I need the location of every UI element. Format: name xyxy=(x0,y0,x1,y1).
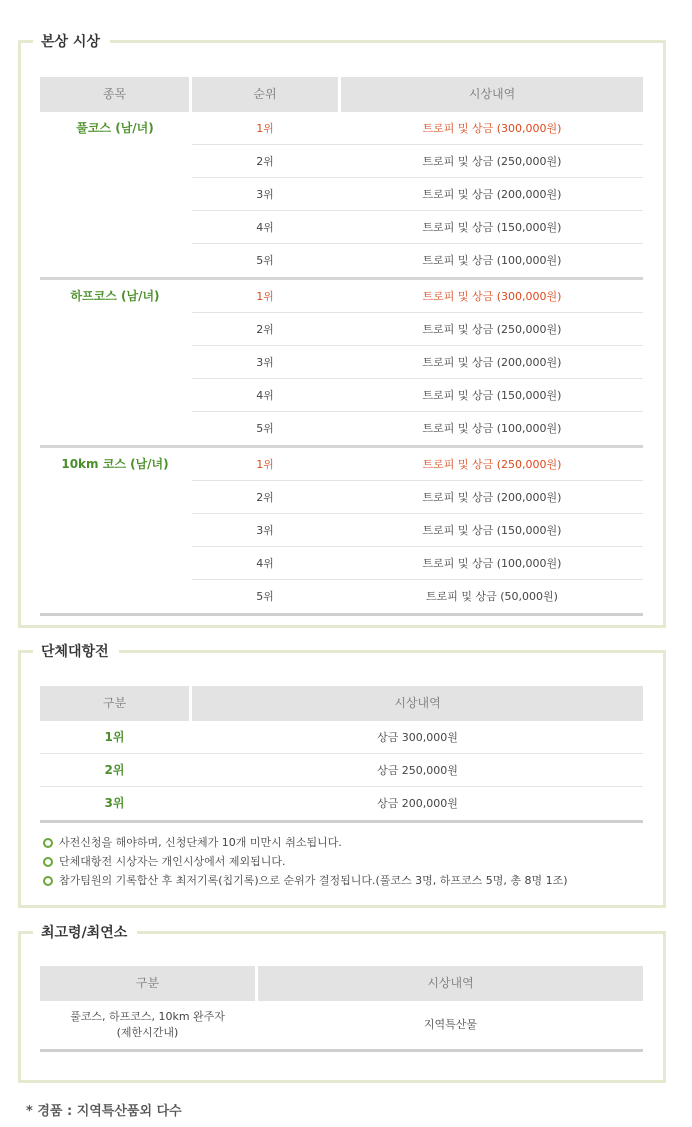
category-line-1: 풀코스, 하프코스, 10km 완주자 xyxy=(70,1010,225,1023)
rank-cell: 2위 xyxy=(256,323,274,336)
table-row xyxy=(40,754,643,787)
table-row xyxy=(40,514,643,547)
prize-cell: 트로피 및 상금 (300,000원) xyxy=(422,122,562,135)
prize-cell: 트로피 및 상금 (200,000원) xyxy=(422,491,562,504)
table-row xyxy=(40,580,643,613)
team-prize: 상금 200,000원 xyxy=(377,797,458,810)
rank-cell: 5위 xyxy=(256,254,274,267)
table-row xyxy=(40,346,643,379)
rank-cell: 3위 xyxy=(256,356,274,369)
team-section xyxy=(18,644,666,908)
header-division: 구분 xyxy=(40,686,189,721)
oldest-youngest-section xyxy=(18,925,666,1083)
award-section-title: 본상 시상 xyxy=(33,31,110,53)
prize-cell: 트로피 및 상금 (150,000원) xyxy=(422,389,562,402)
award-section xyxy=(18,34,666,628)
prize-cell: 트로피 및 상금 (100,000원) xyxy=(422,254,562,267)
team-notes xyxy=(43,833,568,890)
rank-cell: 4위 xyxy=(256,389,274,402)
list-item xyxy=(43,833,568,852)
header-division: 구분 xyxy=(40,966,255,1001)
team-prize: 상금 250,000원 xyxy=(377,764,458,777)
prize-cell: 트로피 및 상금 (250,000원) xyxy=(422,323,562,336)
table-row xyxy=(40,412,643,445)
list-item xyxy=(43,871,568,890)
award-table-header xyxy=(40,77,643,112)
rank-cell: 5위 xyxy=(256,422,274,435)
table-row xyxy=(40,112,643,145)
header-prize: 시상내역 xyxy=(192,686,643,721)
footnote: * 경품 : 지역특산품외 다수 xyxy=(26,1104,182,1119)
prize-cell: 트로피 및 상금 (100,000원) xyxy=(422,557,562,570)
table-row xyxy=(40,721,643,754)
prize-cell: 트로피 및 상금 (300,000원) xyxy=(422,290,562,303)
group-name: 풀코스 (남/녀) xyxy=(76,121,154,135)
rank-cell: 4위 xyxy=(256,221,274,234)
table-row xyxy=(40,178,643,211)
table-row xyxy=(40,1001,643,1049)
table-row xyxy=(40,547,643,580)
group-name: 10km 코스 (남/녀) xyxy=(61,457,169,471)
rank-cell: 3위 xyxy=(256,524,274,537)
oldest-section-title: 최고령/최연소 xyxy=(33,922,137,944)
award-group xyxy=(40,280,643,445)
rank-cell: 3위 xyxy=(256,188,274,201)
note-text: 참가팀원의 기록합산 후 최저기록(칩기록)으로 순위가 결정됩니다.(풀코스 3명, 하프코스 5명, 총 8명 1조) xyxy=(59,874,568,887)
rank-cell: 5위 xyxy=(256,590,274,603)
header-prize: 시상내역 xyxy=(341,77,643,112)
oldest-table xyxy=(40,966,643,1052)
team-rank: 3위 xyxy=(104,796,125,810)
team-table xyxy=(40,686,643,823)
circle-bullet-icon xyxy=(43,876,53,886)
table-row xyxy=(40,481,643,514)
oldest-table-header xyxy=(40,966,643,1001)
prize-cell: 트로피 및 상금 (100,000원) xyxy=(422,422,562,435)
prize-cell: 트로피 및 상금 (150,000원) xyxy=(422,221,562,234)
table-row xyxy=(40,313,643,346)
team-table-header xyxy=(40,686,643,721)
note-text: 사전신청을 해야하며, 신청단체가 10개 미만시 취소됩니다. xyxy=(59,836,342,849)
header-prize: 시상내역 xyxy=(258,966,643,1001)
prize-cell: 트로피 및 상금 (50,000원) xyxy=(426,590,558,603)
award-group xyxy=(40,448,643,613)
circle-bullet-icon xyxy=(43,838,53,848)
table-row xyxy=(40,448,643,481)
group-name: 하프코스 (남/녀) xyxy=(70,289,160,303)
table-row xyxy=(40,280,643,313)
circle-bullet-icon xyxy=(43,857,53,867)
rank-cell: 1위 xyxy=(256,122,274,135)
award-table xyxy=(40,77,643,616)
table-row xyxy=(40,211,643,244)
list-item xyxy=(43,852,568,871)
team-prize: 상금 300,000원 xyxy=(377,731,458,744)
oldest-category xyxy=(40,1001,255,1049)
team-rank: 1위 xyxy=(104,730,125,744)
rank-cell: 2위 xyxy=(256,491,274,504)
table-row xyxy=(40,787,643,820)
rank-cell: 2위 xyxy=(256,155,274,168)
prize-cell: 트로피 및 상금 (250,000원) xyxy=(422,458,562,471)
table-row xyxy=(40,145,643,178)
header-category: 종목 xyxy=(40,77,189,112)
category-line-2: (제한시간내) xyxy=(116,1026,179,1039)
table-row xyxy=(40,244,643,277)
award-table-body xyxy=(40,112,643,613)
team-section-title: 단체대항전 xyxy=(33,641,119,663)
prize-cell: 트로피 및 상금 (200,000원) xyxy=(422,356,562,369)
header-rank: 순위 xyxy=(192,77,338,112)
prize-cell: 트로피 및 상금 (250,000원) xyxy=(422,155,562,168)
team-rank: 2위 xyxy=(104,763,125,777)
rank-cell: 1위 xyxy=(256,458,274,471)
prize-cell: 트로피 및 상금 (150,000원) xyxy=(422,524,562,537)
rank-cell: 4위 xyxy=(256,557,274,570)
table-row xyxy=(40,379,643,412)
rank-cell: 1위 xyxy=(256,290,274,303)
oldest-prize: 지역특산물 xyxy=(423,1018,478,1031)
prize-cell: 트로피 및 상금 (200,000원) xyxy=(422,188,562,201)
note-text: 단체대항전 시상자는 개인시상에서 제외됩니다. xyxy=(59,855,286,868)
award-group xyxy=(40,112,643,277)
